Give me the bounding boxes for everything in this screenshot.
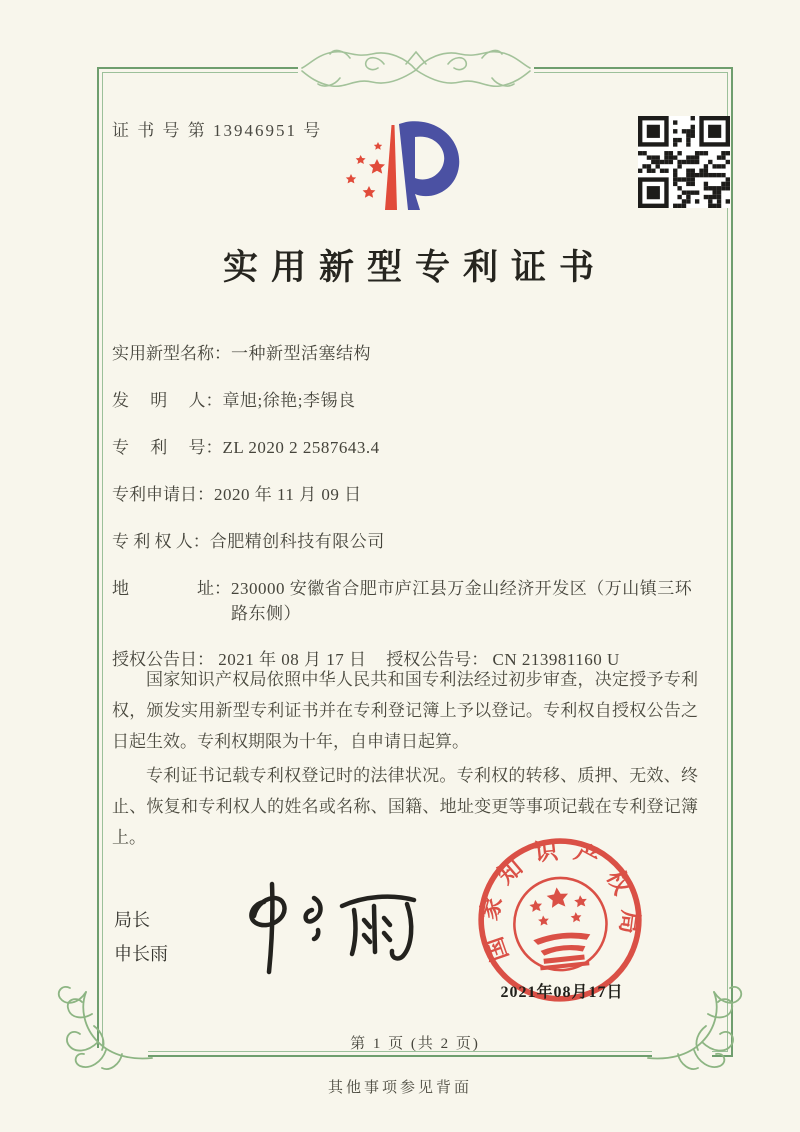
field-value: 章旭;徐艳;李锡良 — [222, 391, 356, 410]
legal-paragraph-2: 专利证书记载专利权登记时的法律状况。专利权的转移、质押、无效、终止、恢复和专利权人的姓名或名称、国籍、地址变更等事项记载在专利登记簿上。 — [112, 766, 698, 847]
field-value: 2021 年 08 月 17 日 — [218, 650, 367, 669]
field-inventors — [112, 388, 698, 414]
field-label: 授权公告日： — [112, 650, 214, 669]
top-flourish-ornament — [288, 38, 544, 100]
field-value: CN 213981160 U — [492, 650, 620, 669]
seal-text: 国家知识产权局 — [476, 836, 644, 965]
field-value: ZL 2020 2 2587643.4 — [222, 438, 380, 457]
back-note: 其他事项参见背面 — [327, 1080, 472, 1096]
field-address — [112, 576, 698, 626]
field-value: 230000 安徽省合肥市庐江县万金山经济开发区（万山镇三环路东侧） — [231, 579, 693, 623]
field-value: 合肥精创科技有限公司 — [209, 532, 385, 551]
bottom-right-flourish-ornament — [646, 980, 764, 1076]
field-label: 授权公告号： — [386, 650, 489, 669]
signer-title: 局长 — [114, 910, 150, 930]
handwritten-signature — [222, 872, 437, 984]
page-number: 第 1 页 (共 2 页) — [350, 1036, 480, 1052]
cnipa-logo — [336, 104, 468, 226]
certificate-number: 证 书 号 第 13946951 号 — [112, 121, 323, 140]
field-label: 专 利 号： — [112, 438, 223, 457]
field-label: 地 址： — [112, 579, 231, 598]
field-label: 专 利 权 人： — [112, 532, 210, 551]
field-utility-model-name — [112, 341, 698, 367]
field-filing-date — [112, 482, 698, 508]
legal-text-block — [112, 664, 698, 856]
field-label: 专利申请日： — [112, 485, 214, 504]
qr-code — [638, 116, 730, 208]
field-value: 2020 年 11 月 09 日 — [214, 485, 362, 504]
field-patent-number — [112, 435, 698, 461]
certificate-title: 实用新型专利证书 — [222, 248, 607, 287]
field-value: 一种新型活塞结构 — [231, 344, 371, 363]
national-emblem-icon — [510, 873, 611, 974]
certificate-fields — [112, 341, 698, 694]
signer-name: 申长雨 — [114, 944, 168, 964]
field-label: 发 明 人： — [112, 391, 223, 410]
field-patentee — [112, 529, 698, 555]
legal-paragraph-1: 国家知识产权局依照中华人民共和国专利法经过初步审查，决定授予专利权，颁发实用新型专利证书并在专利登记簿上予以登记。专利权自授权公告之日起生效。专利权期限为十年，自申请日起算。 — [112, 670, 698, 751]
bottom-left-flourish-ornament — [36, 980, 154, 1076]
field-label: 实用新型名称： — [112, 344, 231, 363]
seal-date: 2021年08月17日 — [500, 984, 624, 1001]
